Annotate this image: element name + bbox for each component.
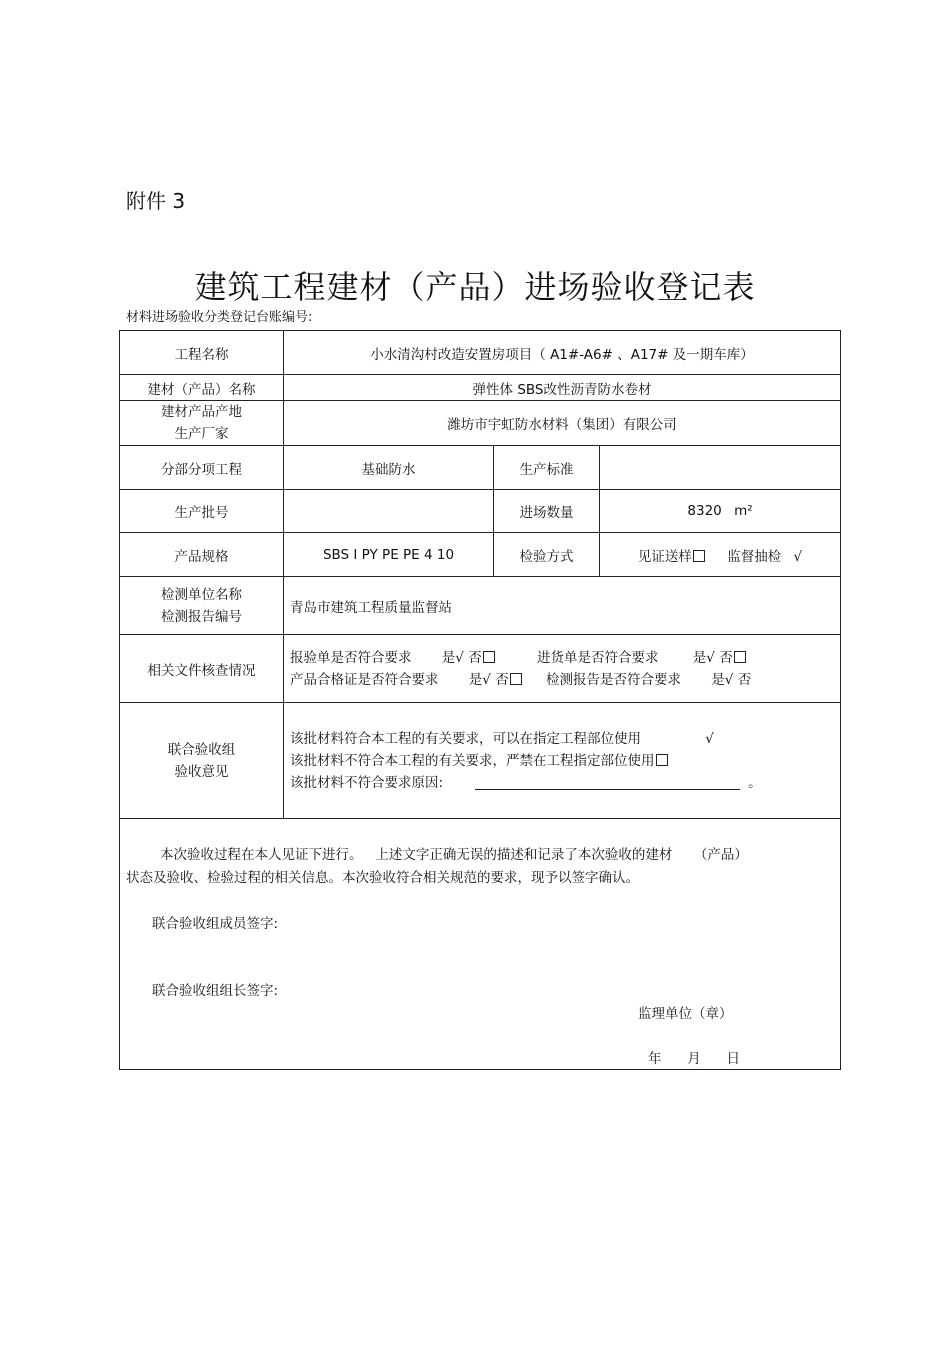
annex-label: 附件 3 [126, 189, 186, 213]
test-unit-label [120, 577, 284, 635]
docs-q3: 产品合格证是否符合要求 [290, 671, 439, 688]
inspection-label: 检验方式 [494, 533, 600, 577]
test-unit-label-line1: 检测单位名称 [161, 586, 242, 603]
opinion-reject-text: 该批材料不符合本工程的有关要求，严禁在工程指定部位使用 [290, 752, 655, 769]
inspection-option-supervision: 监督抽检 [727, 548, 782, 565]
docs-q2-answer: 是√ 否 [692, 649, 733, 666]
docs-q4-answer: 是√ 否 [711, 671, 752, 688]
opinion-accept-text: 该批材料符合本工程的有关要求，可以在指定工程部位使用 [290, 730, 641, 747]
statement-line2: 状态及验收、检验过程的相关信息。本次验收符合相关规范的要求，现予以签字确认。 [126, 870, 639, 886]
inspection-method-cell [600, 533, 841, 577]
supervisor-seal-label: 监理单位（章） [638, 1006, 733, 1022]
quantity-cell [600, 490, 841, 533]
test-unit-label-line2: 检测报告编号 [161, 608, 242, 625]
standard-label: 生产标准 [494, 446, 600, 490]
checkbox-empty-icon [734, 651, 746, 663]
checkbox-empty-icon [510, 673, 522, 685]
acceptance-form-table [119, 330, 841, 1070]
origin-label-line2: 生产厂家 [174, 426, 229, 442]
checkbox-empty-icon [693, 550, 705, 562]
spec-label: 产品规格 [120, 533, 284, 577]
opinion-line3 [290, 772, 834, 794]
subproject-label: 分部分项工程 [120, 446, 284, 490]
signature-area [120, 819, 840, 1069]
checkbox-empty-icon [656, 754, 668, 766]
quantity-value: 8320 [687, 503, 722, 519]
docs-q1-answer: 是√ 否 [441, 649, 482, 666]
check-mark-icon: √ [705, 730, 714, 747]
statement-line1: 本次验收过程在本人见证下进行。 上述文字正确无误的描述和记录了本次验收的建材 （产品） [160, 847, 748, 863]
batch-value [284, 490, 494, 533]
origin-label-line1: 建材产品产地 [161, 404, 242, 420]
signature-section [120, 819, 841, 1070]
opinion-label-line1: 联合验收组 [167, 741, 236, 758]
opinion-line2 [290, 750, 834, 772]
docs-check-line1 [290, 647, 834, 669]
statement [126, 844, 830, 890]
docs-q4: 检测报告是否符合要求 [546, 671, 681, 688]
reason-blank-line [475, 775, 740, 790]
opinion-cell [284, 703, 841, 819]
date-label: 年 月 日 [648, 1051, 740, 1067]
project-name-value: 小水清沟村改造安置房项目（ A1#-A6# 、A17# 及一期车库） [284, 331, 841, 375]
quantity-unit: m² [734, 503, 753, 519]
ledger-number-label: 材料进场验收分类登记台账编号: [126, 310, 313, 325]
docs-q1: 报验单是否符合要求 [290, 649, 412, 666]
page-title: 建筑工程建材（产品）进场验收登记表 [194, 268, 756, 306]
opinion-reason-end: 。 [748, 774, 762, 791]
standard-value [600, 446, 841, 490]
docs-check-label: 相关文件核查情况 [120, 635, 284, 703]
test-unit-value: 青岛市建筑工程质量监督站 [284, 577, 841, 635]
spec-value: SBS I PY PE PE 4 10 [284, 533, 494, 577]
check-mark-icon: √ [793, 548, 803, 565]
project-name-label: 工程名称 [120, 331, 284, 375]
inspection-option-witness: 见证送样 [637, 548, 692, 565]
manufacturer-value: 潍坊市宇虹防水材料（集团）有限公司 [284, 401, 841, 446]
batch-label: 生产批号 [120, 490, 284, 533]
opinion-reason-label: 该批材料不符合要求原因: [290, 774, 444, 791]
origin-label [120, 401, 284, 446]
docs-check-line2 [290, 669, 834, 691]
leader-signature-label: 联合验收组组长签字: [152, 983, 279, 999]
opinion-label-line2: 验收意见 [174, 763, 229, 780]
quantity-label: 进场数量 [494, 490, 600, 533]
docs-q3-answer: 是√ 否 [468, 671, 509, 688]
material-name-label: 建材（产品）名称 [120, 375, 284, 401]
material-name-value: 弹性体 SBS改性沥青防水卷材 [284, 375, 841, 401]
subproject-value: 基础防水 [284, 446, 494, 490]
docs-check-cell [284, 635, 841, 703]
opinion-line1 [290, 728, 834, 750]
members-signature-label: 联合验收组成员签字: [152, 916, 279, 932]
checkbox-empty-icon [483, 651, 495, 663]
opinion-label [120, 703, 284, 819]
docs-q2: 进货单是否符合要求 [537, 649, 659, 666]
